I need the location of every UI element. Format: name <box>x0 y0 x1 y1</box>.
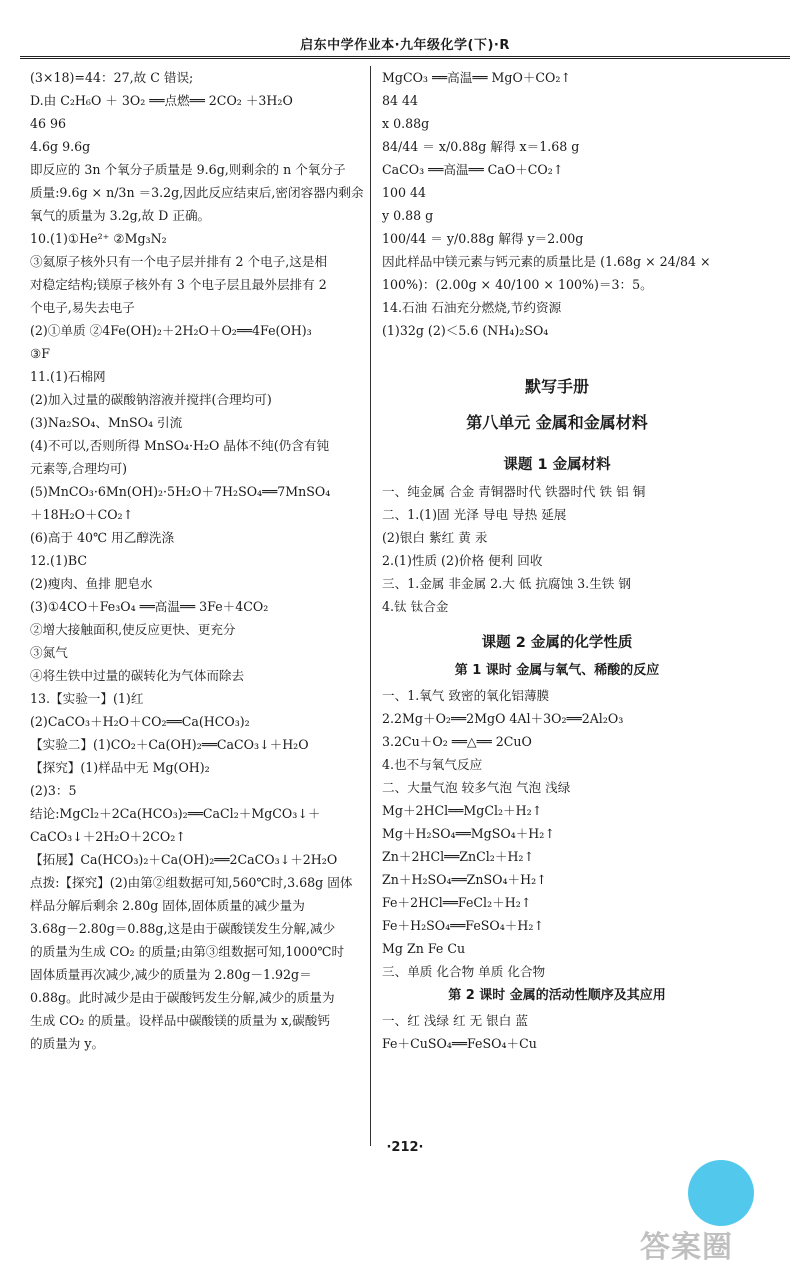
text-line: 生成 CO₂ 的质量。设样品中碳酸镁的质量为 x,碳酸钙 <box>30 1013 330 1028</box>
text-line: 个电子,易失去电子 <box>30 300 135 315</box>
text-line: 3.2Cu＋O₂ ══△══ 2CuO <box>382 734 532 749</box>
text-line: 样品分解后剩余 2.80g 固体,固体质量的减少量为 <box>30 898 305 913</box>
text-line: 结论:MgCl₂＋2Ca(HCO₃)₂══CaCl₂＋MgCO₃↓＋ <box>30 806 321 821</box>
unit-title: 第八单元 金属和金属材料 <box>466 413 648 432</box>
text-line: 一、纯金属 合金 青铜器时代 铁器时代 铁 铝 铜 <box>382 484 646 499</box>
text-line: 一、红 浅绿 红 无 银白 蓝 <box>382 1013 528 1028</box>
text-line: (2)CaCO₃＋H₂O＋CO₂══Ca(HCO₃)₂ <box>30 714 250 729</box>
text-line: ③F <box>30 346 51 361</box>
text-line: 4.钛 钛合金 <box>382 599 449 614</box>
text-line: (3)①4CO＋Fe₃O₄ ══高温══ 3Fe＋4CO₂ <box>30 599 269 614</box>
text-line: 14.石油 石油充分燃烧,节约资源 <box>382 300 562 315</box>
camera-icon <box>688 1160 754 1226</box>
text-line: (3×18)=44：27,故 C 错误; <box>30 70 194 85</box>
text-line: CaCO₃↓＋2H₂O＋2CO₂↑ <box>30 829 186 844</box>
text-line: CaCO₃ ══高温══ CaO＋CO₂↑ <box>382 162 564 177</box>
text-line: 二、1.(1)固 光泽 导电 导热 延展 <box>382 507 567 522</box>
text-line: 氧气的质量为 3.2g,故 D 正确。 <box>30 208 211 223</box>
text-line: Mg＋2HCl══MgCl₂＋H₂↑ <box>382 803 543 818</box>
text-line: (2)瘦肉、鱼排 肥皂水 <box>30 576 153 591</box>
right-column <box>382 66 732 1055</box>
text-line: (2)银白 紫红 黄 汞 <box>382 530 488 545</box>
lesson2-title: 课题 2 金属的化学性质 <box>481 635 633 651</box>
text-line: 点拨:【探究】(2)由第②组数据可知,560℃时,3.68g 固体 <box>30 875 353 890</box>
text-line: 的质量为生成 CO₂ 的质量;由第③组数据可知,1000℃时 <box>30 944 345 959</box>
text-line: 84/44 ＝ x/0.88g 解得 x＝1.68 g <box>382 139 580 154</box>
text-line: (2)①单质 ②4Fe(OH)₂＋2H₂O＋O₂══4Fe(OH)₃ <box>30 323 312 338</box>
text-line: Mg＋H₂SO₄══MgSO₄＋H₂↑ <box>382 826 555 841</box>
text-line: 的质量为 y。 <box>30 1036 105 1051</box>
text-line: 元素等,合理均可) <box>30 461 128 476</box>
text-line: 100 44 <box>382 185 427 200</box>
text-line: Zn＋2HCl══ZnCl₂＋H₂↑ <box>382 849 535 864</box>
text-line: Fe＋CuSO₄══FeSO₄＋Cu <box>382 1036 537 1051</box>
text-line: ②增大接触面积,使反应更快、更充分 <box>30 622 236 637</box>
period2-title: 第 2 课时 金属的活动性顺序及其应用 <box>448 988 666 1003</box>
text-line: 三、单质 化合物 单质 化合物 <box>382 964 546 979</box>
page-number: ·212· <box>386 1140 424 1155</box>
text-line: D.由 C₂H₆O ＋ 3O₂ ══点燃══ 2CO₂ ＋3H₂O <box>30 93 293 108</box>
text-line: 100/44 ＝ y/0.88g 解得 y＝2.00g <box>382 231 584 246</box>
text-line: 一、1.氧气 致密的氧化铝薄膜 <box>382 688 550 703</box>
text-line: (6)高于 40℃ 用乙醇洗涤 <box>30 530 175 545</box>
text-line: 对稳定结构;镁原子核外有 3 个电子层且最外层排有 2 <box>30 277 327 292</box>
section-title: 默写手册 <box>524 377 589 396</box>
header-rule-thin <box>20 58 790 59</box>
period1-title: 第 1 课时 金属与氧气、稀酸的反应 <box>454 663 660 678</box>
text-line: 4.6g 9.6g <box>30 139 91 154</box>
watermark-logo <box>640 1160 800 1270</box>
text-line: 11.(1)石棉网 <box>30 369 106 384</box>
text-line: y 0.88 g <box>382 208 434 223</box>
text-line: 10.(1)①He²⁺ ②Mg₃N₂ <box>30 231 167 246</box>
text-line: 三、1.金属 非金属 2.大 低 抗腐蚀 3.生铁 钢 <box>382 576 631 591</box>
text-line: 3.68g－2.80g＝0.88g,这是由于碳酸镁发生分解,减少 <box>30 921 336 936</box>
text-line: MgCO₃ ══高温══ MgO＋CO₂↑ <box>382 70 571 85</box>
text-line: 【拓展】Ca(HCO₃)₂＋Ca(OH)₂══2CaCO₃↓＋2H₂O <box>30 852 338 867</box>
text-line: 0.88g。此时减少是由于碳酸钙发生分解,减少的质量为 <box>30 990 335 1005</box>
header-rule <box>20 56 790 57</box>
text-line: Fe＋H₂SO₄══FeSO₄＋H₂↑ <box>382 918 544 933</box>
text-line: Fe＋2HCl══FeCl₂＋H₂↑ <box>382 895 532 910</box>
text-line: 2.2Mg＋O₂══2MgO 4Al＋3O₂══2Al₂O₃ <box>382 711 624 726</box>
text-line: 13.【实验一】(1)红 <box>30 691 144 706</box>
text-line: ③氮气 <box>30 645 68 660</box>
text-line: ＋18H₂O＋CO₂↑ <box>30 507 134 522</box>
text-line: 因此样品中镁元素与钙元素的质量比是 (1.68g × 24/84 × <box>382 254 711 269</box>
text-line: 即反应的 3n 个氧分子质量是 9.6g,则剩余的 n 个氧分子 <box>30 162 346 177</box>
text-line: ④将生铁中过量的碳转化为气体而除去 <box>30 668 245 683</box>
column-divider <box>370 66 371 1146</box>
text-line: 质量:9.6g × n/3n ＝3.2g,因此反应结束后,密闭容器内剩余 <box>30 185 364 200</box>
text-line: 【探究】(1)样品中无 Mg(OH)₂ <box>30 760 210 775</box>
text-line: (3)Na₂SO₄、MnSO₄ 引流 <box>30 415 183 430</box>
text-line: 100%)：(2.00g × 40/100 × 100%)＝3：5。 <box>382 277 653 292</box>
lesson1-title: 课题 1 金属材料 <box>503 457 611 473</box>
text-line: 二、大量气泡 较多气泡 气泡 浅绿 <box>382 780 571 795</box>
text-line: 84 44 <box>382 93 419 108</box>
text-line: (2)加入过量的碳酸钠溶液并搅拌(合理均可) <box>30 392 272 407</box>
text-line: 【实验二】(1)CO₂＋Ca(OH)₂══CaCO₃↓＋H₂O <box>30 737 309 752</box>
watermark-text: 答案圈 <box>640 1230 733 1265</box>
text-line: ③氦原子核外只有一个电子层并排有 2 个电子,这是相 <box>30 254 328 269</box>
text-line: Zn＋H₂SO₄══ZnSO₄＋H₂↑ <box>382 872 547 887</box>
text-line: (4)不可以,否则所得 MnSO₄·H₂O 晶体不纯(仍含有钝 <box>30 438 330 453</box>
text-line: 4.也不与氧气反应 <box>382 757 483 772</box>
text-line: x 0.88g <box>382 116 430 131</box>
left-column <box>30 66 370 1055</box>
text-line: 12.(1)BC <box>30 553 87 568</box>
text-line: (5)MnCO₃·6Mn(OH)₂·5H₂O＋7H₂SO₄══7MnSO₄ <box>30 484 331 499</box>
text-line: 46 96 <box>30 116 67 131</box>
text-line: Mg Zn Fe Cu <box>382 941 466 956</box>
text-line: (2)3：5 <box>30 783 77 798</box>
text-line: 2.(1)性质 (2)价格 便利 回收 <box>382 553 543 568</box>
text-line: (1)32g (2)＜5.6 (NH₄)₂SO₄ <box>382 323 549 338</box>
text-line: 固体质量再次减少,减少的质量为 2.80g－1.92g＝ <box>30 967 312 982</box>
page-header: 启东中学作业本·九年级化学(下)·R <box>300 38 510 53</box>
